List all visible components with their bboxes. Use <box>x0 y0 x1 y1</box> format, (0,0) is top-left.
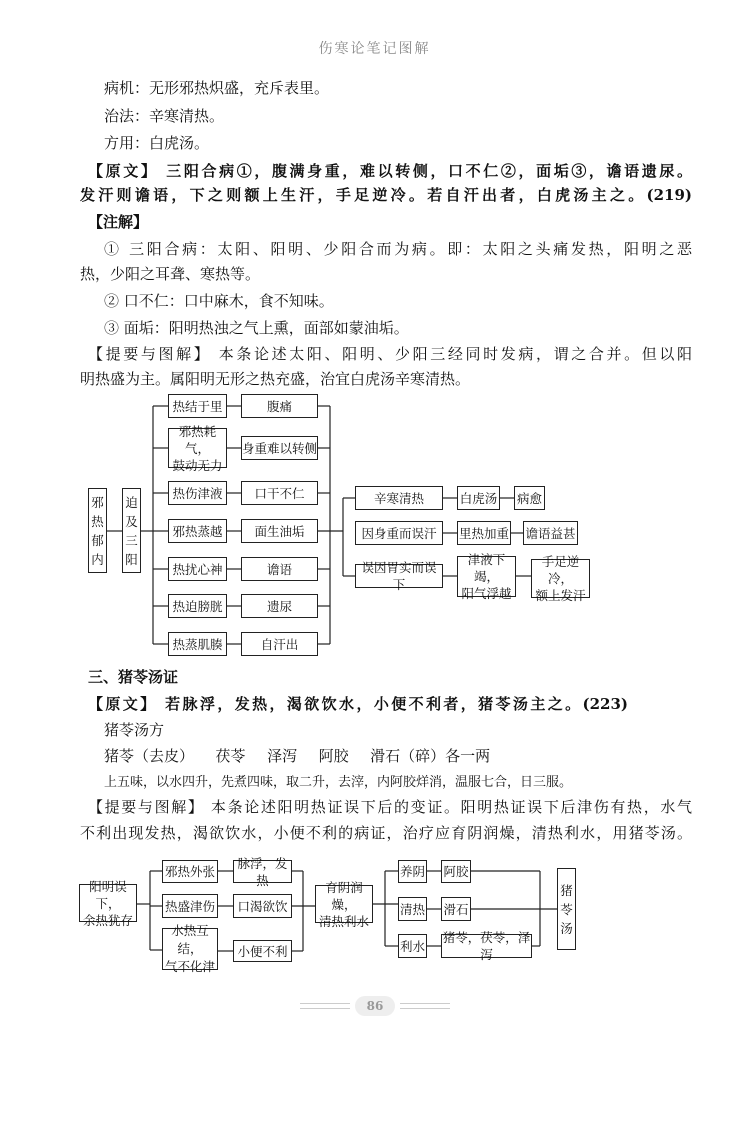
box-herb: 滑石 <box>441 897 471 921</box>
box-root-pathogenic-heat: 邪 热 郁 内 <box>88 488 107 573</box>
formula-name: 猪苓汤方 <box>104 721 165 739</box>
box-cause: 热迫膀胱 <box>168 594 227 618</box>
footer-ornament-right <box>400 1003 450 1009</box>
box-cause: 热蒸肌腠 <box>168 632 227 656</box>
text-bingji: 病机：无形邪热炽盛，充斥表里。 <box>104 79 330 97</box>
box-herb: 阿胶 <box>441 860 471 883</box>
box-cause: 邪热外张 <box>162 860 218 883</box>
box-symptom: 口渴欲饮 <box>233 894 292 918</box>
footer-ornament-left <box>300 1003 350 1009</box>
box-treatment-method: 育阴润燥， 清热利水 <box>315 885 373 923</box>
box-cause: 邪热耗气， 鼓动无力 <box>168 428 227 468</box>
original-text-line2: 发汗则谵语，下之则额上生汗，手足逆冷。若自汗出者，白虎汤主之。(219) <box>80 186 692 204</box>
page-number: 86 <box>355 996 395 1016</box>
note-1-line2: 热，少阳之耳聋、寒热等。 <box>80 265 261 283</box>
box-branch-treatment: 辛寒清热 <box>355 486 443 510</box>
note-3: ③ 面垢：阳明热浊之气上熏，面部如蒙油垢。 <box>104 319 409 337</box>
notes-heading: 【注解】 <box>88 213 149 231</box>
summary-2-line2: 不利出现发热，渴欲饮水，小便不利的病证，治疗应育阴润燥，清热利水，用猪苓汤。 <box>80 824 692 842</box>
summary-2-line1: 【提要与图解】 本条论述阳明热证误下后的变证。阳明热证误下后津伤有热，水气 <box>88 798 692 816</box>
box-branch-result: 白虎汤 <box>457 486 500 510</box>
box-symptom: 脉浮，发热 <box>233 860 292 883</box>
text-zhifa: 治法：辛寒清热。 <box>104 107 225 125</box>
box-cause: 邪热蒸越 <box>168 519 227 543</box>
box-cause: 热伤津液 <box>168 481 227 505</box>
box-branch-outcome: 病愈 <box>514 486 545 510</box>
box-symptom: 面生油垢 <box>241 519 318 543</box>
box-branch-treatment: 误因胃实而误下 <box>355 564 443 588</box>
box-three-yang: 迫 及 三 阳 <box>122 488 141 573</box>
box-action: 清热 <box>398 897 427 921</box>
original-text-line1: 【原文】 三阳合病①，腹满身重，难以转侧，口不仁②，面垢③，谵语遗尿。 <box>88 162 692 180</box>
formula-ingredients: 猪苓（去皮） 茯苓 泽泻 阿胶 滑石（碎）各一两 <box>104 747 491 765</box>
box-herb: 猪苓，茯苓，泽泻 <box>442 930 531 962</box>
box-formula-zhuling: 猪 苓 汤 <box>557 868 576 950</box>
box-action: 利水 <box>398 934 427 958</box>
note-1-line1: ① 三阳合病：太阳、阳明、少阳合而为病。即：太阳之头痛发热，阳明之恶 <box>104 240 692 258</box>
box-branch-treatment: 因身重而误汗 <box>355 521 443 545</box>
box-cause: 热扰心神 <box>168 557 227 581</box>
box-symptom: 腹痛 <box>241 394 318 418</box>
box-symptom: 遗尿 <box>241 594 318 618</box>
box-symptom: 身重难以转侧 <box>241 436 318 460</box>
box-cause: 热盛津伤 <box>162 894 218 918</box>
running-header: 伤寒论笔记图解 <box>318 41 431 57</box>
box-branch-outcome: 手足逆冷， 额上发汗 <box>531 559 590 598</box>
summary-1-line1: 【提要与图解】 本条论述太阳、阳明、少阳三经同时发病，谓之合并。但以阳 <box>88 345 692 363</box>
formula-preparation: 上五味，以水四升，先煮四味，取二升，去滓，内阿胶烊消，温服七合，日三服。 <box>104 775 573 790</box>
box-branch-result: 津液下竭， 阳气浮越 <box>457 556 516 597</box>
note-2: ② 口不仁：口中麻木，食不知味。 <box>104 292 334 310</box>
box-symptom: 自汗出 <box>241 632 318 656</box>
summary-1-line2: 明热盛为主。属阳明无形之热充盛，治宜白虎汤辛寒清热。 <box>80 370 471 388</box>
original-text-223: 【原文】 若脉浮，发热，渴欲饮水，小便不利者，猪苓汤主之。(223) <box>88 695 628 713</box>
box-symptom: 谵语 <box>241 557 318 581</box>
box-cause: 热结于里 <box>168 394 227 418</box>
box-action: 养阴 <box>398 860 427 883</box>
box-symptom: 口干不仁 <box>241 481 318 505</box>
text-fangyong: 方用：白虎汤。 <box>104 134 210 152</box>
section-heading: 三、猪苓汤证 <box>88 668 179 686</box>
box-branch-outcome: 谵语益甚 <box>523 521 578 545</box>
box-root-yangming-misdown: 阳明误下， 余热犹存 <box>79 884 137 922</box>
box-cause: 水热互结， 气不化津 <box>162 928 218 970</box>
box-symptom: 小便不利 <box>233 940 292 962</box>
box-branch-result: 里热加重 <box>457 521 511 545</box>
